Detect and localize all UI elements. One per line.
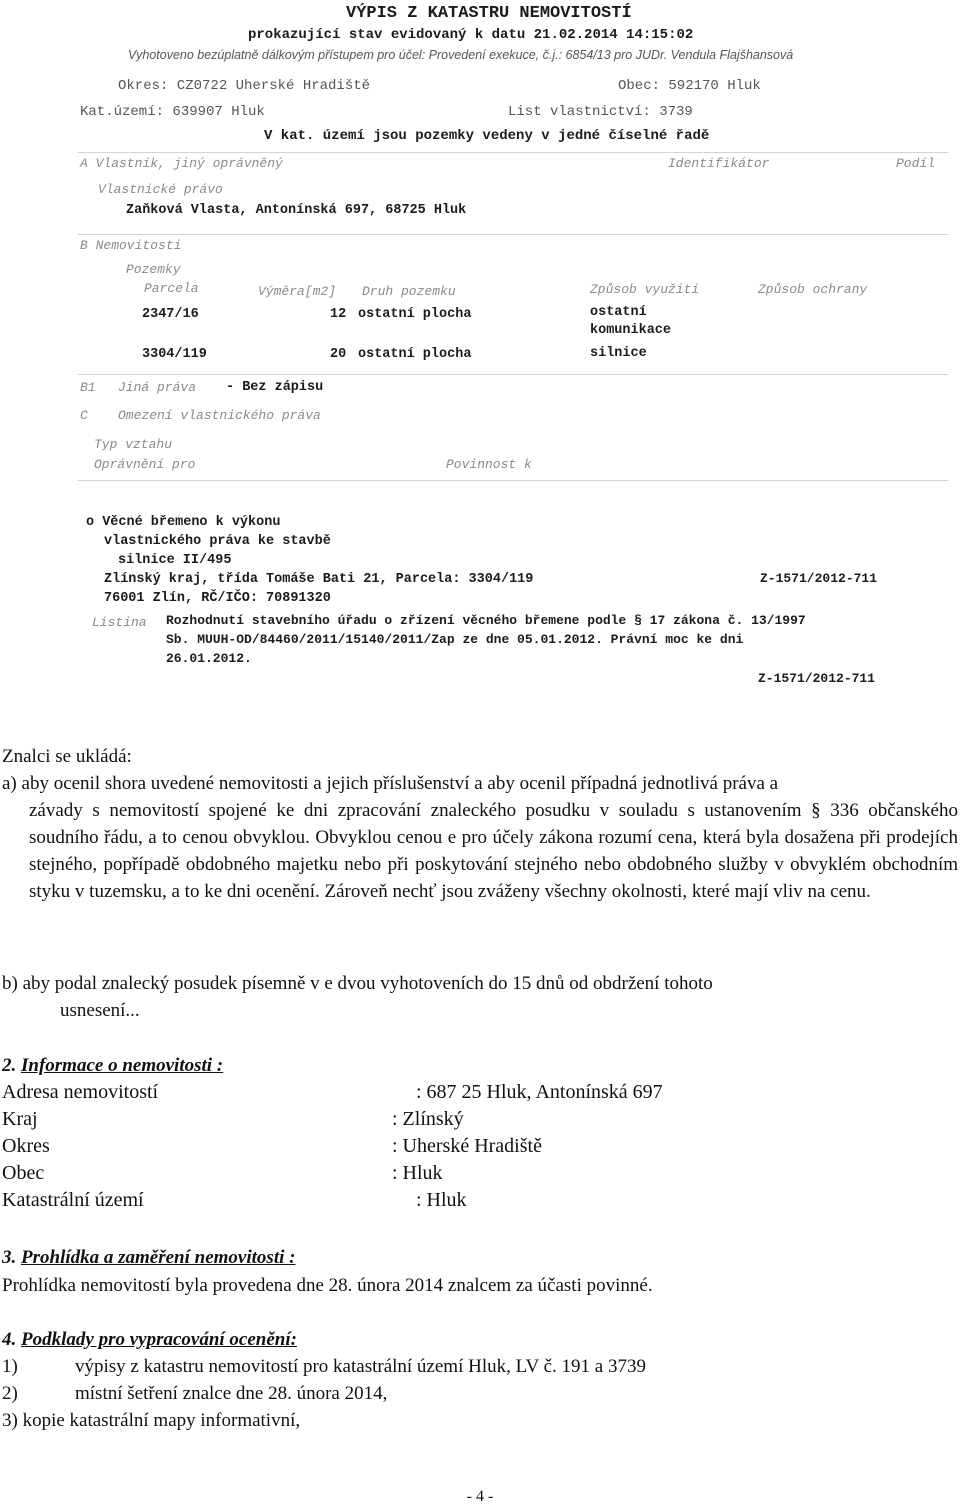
parcel-area: 20 [330, 347, 347, 362]
info-value: : Hluk [416, 1189, 467, 1211]
parcel-area: 12 [330, 307, 347, 322]
listina-label: Listina [92, 615, 147, 630]
vlastnicke-pravo-label: Vlastnické právo [98, 182, 223, 197]
section-a-label: A Vlastník, jiný oprávněný [80, 156, 283, 171]
b1-label: B1 [80, 380, 96, 395]
info-label: Katastrální území [2, 1189, 144, 1211]
section-number: 4. [2, 1329, 17, 1350]
parcel-number: 3304/119 [142, 347, 207, 362]
extract-note: V kat. území jsou pozemky vedeny v jedné číselné řadě [264, 128, 710, 144]
info-row [2, 1187, 942, 1214]
info-label: Obec [2, 1162, 45, 1184]
source-number: 1) [2, 1356, 18, 1377]
listina-reference: Z-1571/2012-711 [758, 671, 876, 686]
extract-title: VÝPIS Z KATASTRU NEMOVITOSTÍ [346, 4, 632, 23]
parcel-type: ostatní plocha [358, 347, 472, 362]
easement-line: Zlínský kraj, třída Tomáše Bati 21, Parcela: 3304/119 [104, 572, 534, 587]
section-3-text: Prohlídka nemovitostí byla provedena dne 28. února 2014 znalcem za účasti povinné. [2, 1275, 653, 1296]
parcel-use: ostatní [590, 305, 647, 320]
info-value: : 687 25 Hluk, Antonínská 697 [416, 1081, 663, 1103]
info-label: Adresa nemovitostí [2, 1081, 159, 1103]
info-row [2, 1160, 942, 1187]
item-a-paragraph: závady s nemovitostí spojené ke dni zpracování znaleckého posudku v souladu s ustanovením § 336 občanského soudního řádu, a to cenou obvyklou. Obvyklou cenou e pro účely zákona rozumí cena, která byla dosažena při prodejích stejného, popřípadě obdobného majetku nebo při poskytování stejného nebo obdobného služby v obvyklém obchodním styku v tuzemsku, a to ke dni ocenění. Zároveň nechť jsou zváženy všechny okolnosti, které mají vliv na cenu. [29, 800, 958, 902]
info-row [2, 1106, 942, 1133]
section-c-text: Omezení vlastnického práva [118, 408, 321, 423]
parcel-use-2: komunikace [590, 323, 672, 338]
section-3-heading [2, 1244, 295, 1271]
source-text: výpisy z katastru nemovitostí pro katastrální území Hluk, LV č. 191 a 3739 [75, 1356, 646, 1377]
section-b-label: B Nemovitosti [80, 238, 182, 253]
extract-kat-uzemi: Kat.území: 639907 Hluk [80, 104, 265, 120]
listina-text: 26.01.2012. [166, 651, 252, 666]
extract-generated-note: Vyhotoveno bezúplatně dálkovým přístupem pro účel: Provedení exekuce, č.j.: 6854/13 pro JUDr. Vendula Flajšhansová [128, 48, 794, 62]
section-number: 2. [2, 1055, 17, 1076]
item-b-second-line: usnesení... [60, 1000, 140, 1021]
parcel-use: silnice [590, 346, 647, 361]
extract-obec: Obec: 592170 Hluk [618, 78, 761, 94]
info-label: Okres [2, 1135, 50, 1157]
section-2-heading [2, 1052, 223, 1079]
section-title: Informace o nemovitosti : [21, 1055, 224, 1076]
easement-reference: Z-1571/2012-711 [760, 571, 878, 586]
info-value: : Zlínský [392, 1108, 464, 1130]
page-number: - 4 - [466, 1488, 494, 1505]
col-ochrana: Způsob ochrany [758, 282, 868, 297]
typ-vztahu-label: Typ vztahu [94, 437, 173, 452]
col-druh: Druh pozemku [362, 284, 456, 299]
col-vyuziti: Způsob využití [590, 282, 700, 297]
info-row [2, 1079, 942, 1106]
podil-label: Podíl [896, 156, 936, 171]
parcel-number: 2347/16 [142, 307, 199, 322]
owner-entry: Zaňková Vlasta, Antonínská 697, 68725 Hluk [126, 203, 467, 218]
extract-okres: Okres: CZ0722 Uherské Hradiště [118, 78, 371, 94]
col-vymera: Výměra[m2] [258, 284, 337, 299]
source-number: 2) [2, 1383, 18, 1404]
easement-line: 76001 Zlín, RČ/IČO: 70891320 [104, 591, 331, 606]
intro-text: Znalci se ukládá: [2, 746, 132, 767]
section-title: Prohlídka a zaměření nemovitosti : [21, 1247, 296, 1268]
listina-text: Sb. MUUH-OD/84460/2011/15140/2011/Zap ze dne 05.01.2012. Právní moc ke dni [166, 632, 744, 647]
povinnost-k-label: Povinnost k [446, 457, 532, 472]
info-value: : Uherské Hradiště [392, 1135, 542, 1157]
b1-value: - Bez zápisu [226, 380, 324, 395]
source-text: místní šetření znalce dne 28. února 2014, [75, 1383, 388, 1404]
parcel-type: ostatní plocha [358, 307, 472, 322]
source-item [2, 1353, 18, 1380]
pozemky-label: Pozemky [126, 262, 181, 277]
easement-line: o Věcné břemeno k výkonu [86, 515, 281, 530]
easement-line: silnice II/495 [118, 553, 232, 568]
section-4-heading [2, 1326, 297, 1353]
opravneni-pro-label: Oprávnění pro [94, 457, 196, 472]
extract-list: List vlastnictví: 3739 [508, 104, 693, 120]
section-c-label: C [80, 408, 88, 423]
section-number: 3. [2, 1247, 17, 1268]
item-b-first-line: b) aby podal znalecký posudek písemně v e dvou vyhotoveních do 15 dnů od obdržení tohoto [2, 973, 713, 994]
easement-line: vlastnického práva ke stavbě [104, 534, 331, 549]
extract-subtitle: prokazující stav evidovaný k datu 21.02.2014 14:15:02 [248, 27, 694, 43]
item-a-first-line: a) aby ocenil shora uvedené nemovitosti a jejich příslušenství a aby ocenil případná jednotlivá práva a [2, 773, 779, 794]
section-title: Podklady pro vypracování ocenění: [21, 1329, 297, 1350]
cadastral-extract-scan [78, 0, 958, 700]
source-item [2, 1380, 18, 1407]
source-item: 3) kopie katastrální mapy informativní, [2, 1410, 301, 1431]
listina-text: Rozhodnutí stavebního úřadu o zřízení věcného břemene podle § 17 zákona č. 13/1997 [166, 613, 806, 628]
info-value: : Hluk [392, 1162, 443, 1184]
identifikator-label: Identifikátor [668, 156, 770, 171]
info-label: Kraj [2, 1108, 38, 1130]
info-row [2, 1133, 942, 1160]
b1-text: Jiná práva [118, 380, 197, 395]
col-parcela: Parcela [144, 281, 199, 296]
